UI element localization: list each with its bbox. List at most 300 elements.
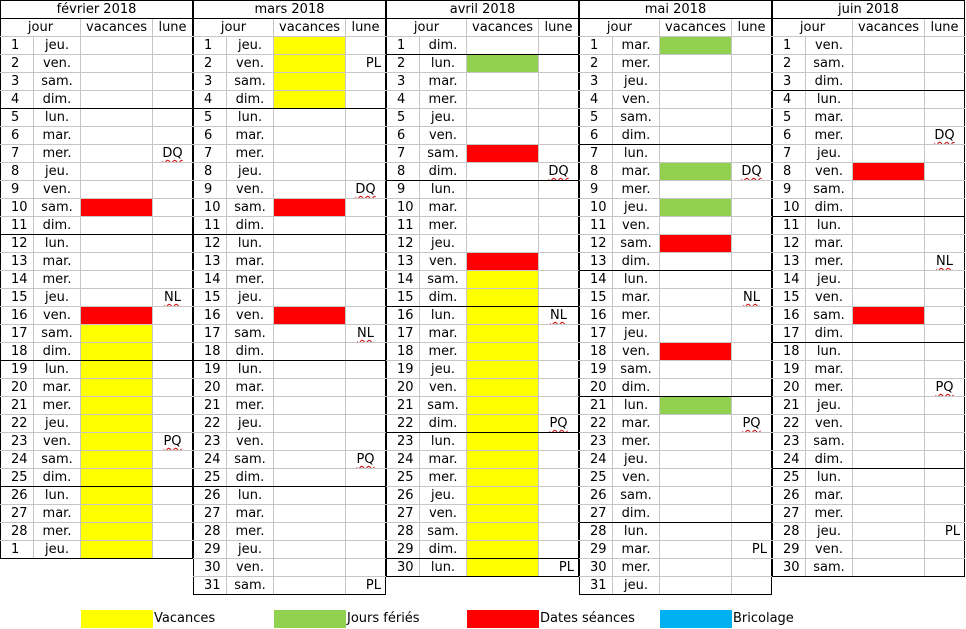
day-number: 20 [1, 379, 34, 397]
table-row [194, 397, 386, 415]
header-lune: lune [732, 19, 772, 37]
vacances-cell[interactable] [81, 307, 153, 325]
table-row [580, 181, 772, 199]
weekday: ven. [34, 181, 81, 199]
day-number: 29 [194, 541, 227, 559]
moon-phase [346, 325, 386, 343]
vacances-cell[interactable] [853, 55, 925, 73]
vacances-cell[interactable] [81, 253, 153, 271]
moon-phase-label: DQ [162, 146, 183, 161]
table-row [387, 253, 579, 271]
weekday: sam. [806, 559, 853, 577]
table-row [194, 469, 386, 487]
vacances-cell[interactable] [81, 145, 153, 163]
vacances-cell[interactable] [853, 145, 925, 163]
weekday: ven. [227, 433, 274, 451]
weekday: lun. [806, 343, 853, 361]
vacances-cell[interactable] [274, 379, 346, 397]
vacances-cell[interactable] [467, 469, 539, 487]
day-number: 6 [194, 127, 227, 145]
vacances-cell[interactable] [467, 253, 539, 271]
day-number: 30 [194, 559, 227, 577]
table-row [387, 505, 579, 523]
vacances-cell[interactable] [81, 379, 153, 397]
vacances-cell[interactable] [274, 127, 346, 145]
weekday: mar. [613, 541, 660, 559]
vacances-cell[interactable] [660, 469, 732, 487]
moon-phase [346, 73, 386, 91]
weekday: lun. [806, 217, 853, 235]
table-row [387, 163, 579, 181]
vacances-cell[interactable] [274, 37, 346, 55]
vacances-cell[interactable] [853, 523, 925, 541]
vacances-cell[interactable] [274, 271, 346, 289]
day-number: 26 [580, 487, 613, 505]
vacances-cell[interactable] [81, 91, 153, 109]
moon-phase [539, 73, 579, 91]
vacances-cell[interactable] [660, 199, 732, 217]
vacances-cell[interactable] [467, 163, 539, 181]
weekday: ven. [613, 343, 660, 361]
vacances-cell[interactable] [274, 433, 346, 451]
weekday: mer. [613, 433, 660, 451]
month-title: février 2018 [1, 1, 193, 19]
table-row [773, 541, 965, 559]
vacances-cell[interactable] [660, 127, 732, 145]
table-row [1, 469, 193, 487]
vacances-cell[interactable] [467, 91, 539, 109]
day-number: 16 [194, 307, 227, 325]
moon-phase-label: DQ [548, 164, 569, 179]
day-number: 21 [580, 397, 613, 415]
vacances-cell[interactable] [853, 325, 925, 343]
vacances-cell[interactable] [853, 307, 925, 325]
table-row [773, 343, 965, 361]
vacances-cell[interactable] [853, 361, 925, 379]
vacances-cell[interactable] [660, 361, 732, 379]
vacances-cell[interactable] [467, 55, 539, 73]
vacances-cell[interactable] [660, 325, 732, 343]
table-row [580, 325, 772, 343]
vacances-cell[interactable] [853, 505, 925, 523]
vacances-cell[interactable] [467, 37, 539, 55]
vacances-cell[interactable] [467, 379, 539, 397]
day-number: 2 [1, 55, 34, 73]
vacances-cell[interactable] [81, 397, 153, 415]
table-row [580, 271, 772, 289]
moon-phase [153, 253, 193, 271]
vacances-cell[interactable] [660, 73, 732, 91]
moon-phase [539, 91, 579, 109]
vacances-cell[interactable] [853, 415, 925, 433]
moon-phase [925, 487, 965, 505]
vacances-cell[interactable] [853, 37, 925, 55]
day-number: 25 [580, 469, 613, 487]
table-row [387, 181, 579, 199]
table-row [387, 91, 579, 109]
vacances-cell[interactable] [274, 109, 346, 127]
vacances-cell[interactable] [81, 325, 153, 343]
day-number: 18 [1, 343, 34, 361]
moon-phase [925, 451, 965, 469]
moon-phase [346, 577, 386, 595]
moon-phase [925, 289, 965, 307]
moon-phase [346, 271, 386, 289]
vacances-cell[interactable] [467, 127, 539, 145]
vacances-cell[interactable] [853, 541, 925, 559]
vacances-cell[interactable] [81, 469, 153, 487]
moon-phase [346, 487, 386, 505]
header-jour: jour [580, 19, 660, 37]
vacances-cell[interactable] [660, 181, 732, 199]
vacances-cell[interactable] [274, 181, 346, 199]
weekday: ven. [806, 415, 853, 433]
table-row [387, 379, 579, 397]
vacances-cell[interactable] [467, 145, 539, 163]
vacances-cell[interactable] [274, 451, 346, 469]
vacances-cell[interactable] [853, 127, 925, 145]
vacances-cell[interactable] [81, 181, 153, 199]
vacances-cell[interactable] [660, 451, 732, 469]
weekday: dim. [806, 73, 853, 91]
vacances-cell[interactable] [853, 559, 925, 577]
moon-phase [346, 361, 386, 379]
vacances-cell[interactable] [274, 361, 346, 379]
moon-phase-label: NL [550, 308, 567, 323]
vacances-cell[interactable] [467, 289, 539, 307]
table-row [773, 55, 965, 73]
vacances-cell[interactable] [467, 487, 539, 505]
moon-phase [925, 91, 965, 109]
vacances-cell[interactable] [274, 199, 346, 217]
weekday: dim. [227, 91, 274, 109]
vacances-cell[interactable] [274, 217, 346, 235]
moon-phase [346, 127, 386, 145]
weekday: mer. [806, 253, 853, 271]
vacances-cell[interactable] [853, 199, 925, 217]
vacances-cell[interactable] [274, 163, 346, 181]
month-table-4 [772, 0, 965, 577]
day-number: 3 [773, 73, 806, 91]
table-row [194, 163, 386, 181]
vacances-cell[interactable] [467, 343, 539, 361]
vacances-cell[interactable] [853, 451, 925, 469]
vacances-cell[interactable] [274, 469, 346, 487]
vacances-cell[interactable] [274, 343, 346, 361]
vacances-cell[interactable] [853, 271, 925, 289]
vacances-cell[interactable] [853, 163, 925, 181]
header-jour: jour [194, 19, 274, 37]
weekday: dim. [806, 325, 853, 343]
vacances-cell[interactable] [660, 397, 732, 415]
vacances-cell[interactable] [467, 559, 539, 577]
moon-phase [153, 271, 193, 289]
moon-phase [153, 505, 193, 523]
vacances-cell[interactable] [660, 253, 732, 271]
moon-phase [925, 415, 965, 433]
vacances-cell[interactable] [467, 433, 539, 451]
table-row [580, 37, 772, 55]
vacances-cell[interactable] [853, 217, 925, 235]
weekday: dim. [34, 343, 81, 361]
vacances-cell[interactable] [660, 559, 732, 577]
table-row [580, 469, 772, 487]
vacances-cell[interactable] [81, 73, 153, 91]
vacances-cell[interactable] [853, 73, 925, 91]
vacances-cell[interactable] [660, 55, 732, 73]
day-number: 28 [194, 523, 227, 541]
vacances-cell[interactable] [660, 109, 732, 127]
vacances-cell[interactable] [660, 343, 732, 361]
moon-phase [346, 235, 386, 253]
vacances-cell[interactable] [274, 73, 346, 91]
vacances-cell[interactable] [853, 487, 925, 505]
vacances-cell[interactable] [274, 235, 346, 253]
vacances-cell[interactable] [467, 271, 539, 289]
vacances-cell[interactable] [660, 91, 732, 109]
vacances-cell[interactable] [467, 415, 539, 433]
vacances-cell[interactable] [81, 415, 153, 433]
vacances-cell[interactable] [81, 541, 153, 559]
header-lune: lune [153, 19, 193, 37]
weekday: mar. [34, 127, 81, 145]
vacances-cell[interactable] [853, 289, 925, 307]
day-number: 4 [194, 91, 227, 109]
table-row [1, 541, 193, 559]
vacances-cell[interactable] [853, 469, 925, 487]
weekday: mar. [34, 379, 81, 397]
table-row [1, 199, 193, 217]
day-number: 23 [1, 433, 34, 451]
vacances-cell[interactable] [467, 361, 539, 379]
table-row [387, 343, 579, 361]
moon-phase [925, 325, 965, 343]
day-number: 4 [387, 91, 420, 109]
vacances-cell[interactable] [660, 217, 732, 235]
vacances-cell[interactable] [467, 109, 539, 127]
vacances-cell[interactable] [467, 235, 539, 253]
table-row [194, 343, 386, 361]
vacances-cell[interactable] [467, 523, 539, 541]
vacances-cell[interactable] [660, 307, 732, 325]
vacances-cell[interactable] [853, 343, 925, 361]
day-number: 6 [1, 127, 34, 145]
day-number: 16 [580, 307, 613, 325]
day-number: 7 [580, 145, 613, 163]
table-row [387, 451, 579, 469]
vacances-cell[interactable] [467, 541, 539, 559]
vacances-cell[interactable] [81, 289, 153, 307]
vacances-cell[interactable] [81, 235, 153, 253]
table-row [387, 415, 579, 433]
vacances-cell[interactable] [81, 163, 153, 181]
vacances-cell[interactable] [467, 397, 539, 415]
vacances-cell[interactable] [274, 505, 346, 523]
vacances-cell[interactable] [274, 523, 346, 541]
weekday: jeu. [420, 487, 467, 505]
vacances-cell[interactable] [81, 37, 153, 55]
vacances-cell[interactable] [81, 505, 153, 523]
vacances-cell[interactable] [81, 271, 153, 289]
table-row [580, 415, 772, 433]
moon-phase-label: PQ [356, 452, 375, 467]
vacances-cell[interactable] [467, 307, 539, 325]
vacances-cell[interactable] [81, 343, 153, 361]
vacances-cell[interactable] [853, 109, 925, 127]
vacances-cell[interactable] [660, 433, 732, 451]
vacances-cell[interactable] [467, 73, 539, 91]
vacances-cell[interactable] [274, 415, 346, 433]
weekday: jeu. [227, 415, 274, 433]
vacances-cell[interactable] [660, 505, 732, 523]
vacances-cell[interactable] [274, 559, 346, 577]
day-number: 11 [194, 217, 227, 235]
moon-phase [539, 541, 579, 559]
day-number: 1 [1, 541, 34, 559]
moon-phase [732, 37, 772, 55]
vacances-cell[interactable] [467, 325, 539, 343]
vacances-cell[interactable] [660, 487, 732, 505]
vacances-cell[interactable] [81, 217, 153, 235]
vacances-cell[interactable] [274, 307, 346, 325]
vacances-cell[interactable] [467, 505, 539, 523]
month-title: mai 2018 [580, 1, 772, 19]
vacances-cell[interactable] [467, 199, 539, 217]
moon-phase [925, 109, 965, 127]
table-row [580, 253, 772, 271]
moon-phase [346, 559, 386, 577]
day-number: 9 [194, 181, 227, 199]
header-jour: jour [773, 19, 853, 37]
weekday: ven. [420, 505, 467, 523]
day-number: 11 [773, 217, 806, 235]
vacances-cell[interactable] [853, 433, 925, 451]
day-number: 21 [773, 397, 806, 415]
weekday: jeu. [806, 145, 853, 163]
table-row [387, 127, 579, 145]
vacances-cell[interactable] [660, 523, 732, 541]
vacances-cell[interactable] [81, 199, 153, 217]
weekday: ven. [420, 253, 467, 271]
vacances-cell[interactable] [660, 37, 732, 55]
vacances-cell[interactable] [81, 361, 153, 379]
moon-phase [539, 523, 579, 541]
moon-phase [153, 397, 193, 415]
day-number: 22 [580, 415, 613, 433]
table-row [773, 433, 965, 451]
moon-phase [539, 145, 579, 163]
moon-phase [153, 451, 193, 469]
moon-phase [153, 199, 193, 217]
day-number: 19 [580, 361, 613, 379]
moon-phase [732, 127, 772, 145]
day-number: 6 [773, 127, 806, 145]
vacances-cell[interactable] [81, 523, 153, 541]
weekday: jeu. [613, 325, 660, 343]
vacances-cell[interactable] [274, 577, 346, 595]
vacances-cell[interactable] [81, 487, 153, 505]
moon-phase [925, 343, 965, 361]
table-row [773, 325, 965, 343]
vacances-cell[interactable] [660, 289, 732, 307]
vacances-cell[interactable] [660, 163, 732, 181]
day-number: 11 [580, 217, 613, 235]
moon-phase [153, 289, 193, 307]
table-row [194, 577, 386, 595]
day-number: 13 [194, 253, 227, 271]
weekday: lun. [806, 469, 853, 487]
day-number: 9 [580, 181, 613, 199]
vacances-cell[interactable] [274, 397, 346, 415]
vacances-cell[interactable] [660, 379, 732, 397]
weekday: mer. [420, 469, 467, 487]
table-row [580, 451, 772, 469]
vacances-cell[interactable] [853, 181, 925, 199]
table-row [1, 433, 193, 451]
day-number: 29 [773, 541, 806, 559]
day-number: 5 [773, 109, 806, 127]
vacances-cell[interactable] [853, 397, 925, 415]
moon-phase [732, 343, 772, 361]
vacances-cell[interactable] [467, 181, 539, 199]
day-number: 14 [580, 271, 613, 289]
weekday: sam. [613, 361, 660, 379]
vacances-cell[interactable] [660, 271, 732, 289]
weekday: sam. [420, 523, 467, 541]
day-number: 19 [1, 361, 34, 379]
weekday: mer. [34, 145, 81, 163]
vacances-cell[interactable] [660, 145, 732, 163]
moon-phase [732, 487, 772, 505]
vacances-cell[interactable] [660, 541, 732, 559]
day-number: 23 [194, 433, 227, 451]
vacances-cell[interactable] [81, 451, 153, 469]
vacances-cell[interactable] [853, 379, 925, 397]
day-number: 13 [1, 253, 34, 271]
day-number: 1 [1, 37, 34, 55]
vacances-cell[interactable] [660, 235, 732, 253]
moon-phase [539, 289, 579, 307]
vacances-cell[interactable] [274, 253, 346, 271]
day-number: 4 [773, 91, 806, 109]
vacances-cell[interactable] [467, 217, 539, 235]
moon-phase [925, 361, 965, 379]
vacances-cell[interactable] [274, 487, 346, 505]
vacances-cell[interactable] [274, 145, 346, 163]
moon-phase [732, 145, 772, 163]
table-row [580, 505, 772, 523]
vacances-cell[interactable] [274, 289, 346, 307]
vacances-cell[interactable] [660, 577, 732, 595]
table-row [773, 397, 965, 415]
vacances-cell[interactable] [274, 325, 346, 343]
vacances-cell[interactable] [853, 235, 925, 253]
vacances-cell[interactable] [660, 415, 732, 433]
vacances-cell[interactable] [274, 55, 346, 73]
day-number: 24 [387, 451, 420, 469]
vacances-cell[interactable] [81, 109, 153, 127]
day-number: 3 [387, 73, 420, 91]
vacances-cell[interactable] [81, 127, 153, 145]
vacances-cell[interactable] [274, 91, 346, 109]
vacances-cell[interactable] [853, 91, 925, 109]
vacances-cell[interactable] [853, 253, 925, 271]
vacances-cell[interactable] [274, 541, 346, 559]
vacances-cell[interactable] [467, 451, 539, 469]
vacances-cell[interactable] [81, 433, 153, 451]
day-number: 11 [387, 217, 420, 235]
vacances-cell[interactable] [81, 55, 153, 73]
